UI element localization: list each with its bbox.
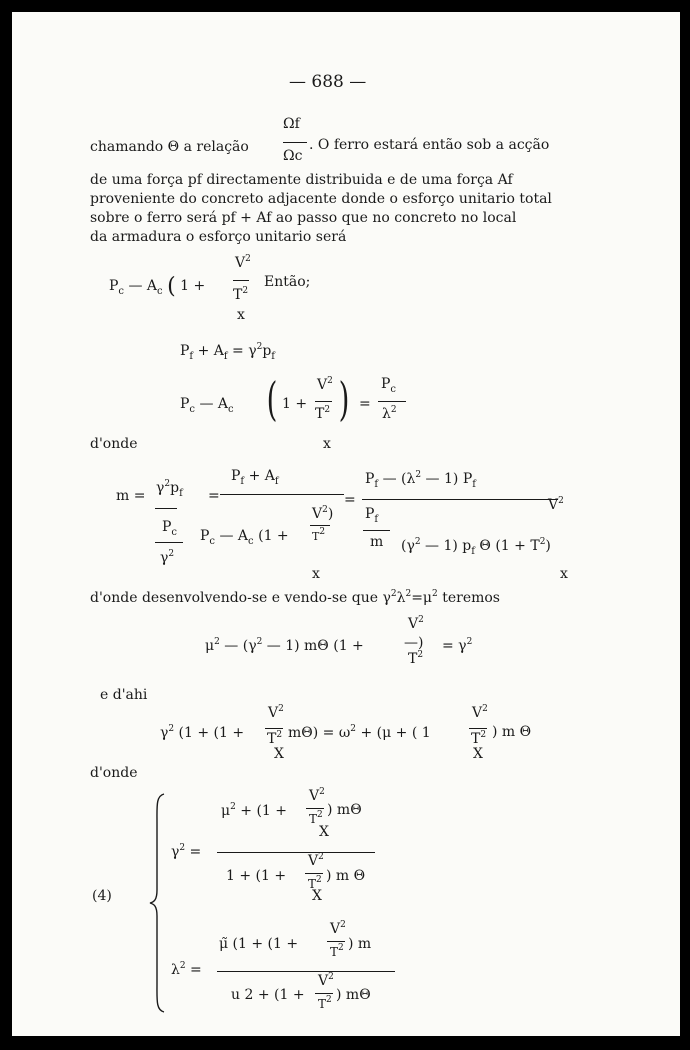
eq4-rden: ($\gamma^2$ — 1) $p_f$ Θ $(1 + T^2)$ (401, 537, 551, 557)
page-number: — 688 — (289, 72, 367, 92)
eq4-v2-right: $V^2$ (548, 496, 564, 513)
eq3-rparen: ) (338, 372, 350, 426)
eq4-pf: $P_f$ (365, 506, 379, 525)
para-line-3: sobre o ferro será pf + Af ao passo que no concreto no local (90, 210, 517, 226)
sys1-v2: $V^2$ (309, 787, 325, 804)
eq5-dash: —) (404, 635, 424, 651)
text-ferro-estara: . O ferro estará então sob a acção (309, 137, 550, 153)
eq6-t2: $T^2$ (267, 730, 283, 747)
eq1-t2: $T^2$ (233, 286, 249, 303)
sys1-lhs: $\gamma^2$ = (171, 843, 202, 860)
eq6-v2b: $V^2$ (472, 704, 488, 721)
sys1-main-bar (217, 852, 375, 853)
eq4-bar-pf (363, 530, 390, 531)
eq1-v2: $V^2$ (235, 254, 251, 271)
eq4-m: m = (116, 488, 146, 504)
eq5-t2: $T^2$ (408, 650, 424, 667)
eq6-X1: X (274, 746, 284, 762)
text-chamando: chamando Θ a relação (90, 139, 249, 155)
sys1-X1: X (319, 824, 329, 840)
eq5-v2: $V^2$ (408, 615, 424, 632)
equation-number: (4) (92, 888, 112, 904)
eq5-rhs: = $\gamma^2$ (442, 637, 473, 654)
para-line-1: de uma força pf directamente distribuida e de uma força Af (90, 172, 513, 188)
sys2-den: u 2 + (1 + (231, 987, 305, 1003)
text-e-dahi: e d'ahi (100, 687, 148, 703)
eq4-rnum: $P_f$ — ($\lambda^2$ — 1) $P_f$ (365, 470, 476, 490)
text-donde-2: d'onde (90, 765, 138, 781)
eq4-bar-short (155, 508, 177, 509)
eq5: $\mu^2$ — ($\gamma^2$ — 1) mΘ (1 + (205, 637, 364, 654)
eq3-lambda2: $\lambda^2$ (382, 405, 397, 422)
eq1-lhs: $P_c$ — $A_c$ ( 1 + (109, 274, 206, 299)
sys1-t2: $T^2$ (309, 810, 323, 826)
eq1-bar (233, 280, 249, 281)
omega-numerator: Ωf (283, 116, 300, 132)
eq3-lhs: $P_c$ — $A_c$ (180, 396, 234, 415)
eq6-a: $\gamma^2$ (1 + (1 + (160, 724, 245, 741)
sys2-den-t2: $T^2$ (318, 995, 332, 1011)
sys1-den-v2: $V^2$ (308, 852, 324, 869)
eq4-x2: x (560, 566, 568, 582)
eq4-x1: x (312, 566, 320, 582)
para-line-2: proveniente do concreto adjacente donde o esforço unitario total (90, 191, 552, 207)
eq4-eq2: = (208, 488, 220, 504)
eq3-v2: $V^2$ (317, 376, 333, 393)
eq4-pc: $P_c$ (162, 519, 178, 538)
eq4-m-den: m (370, 534, 384, 550)
sys2-v2: $V^2$ (330, 920, 346, 937)
text-donde-1: d'onde (90, 436, 138, 452)
document-page (12, 12, 680, 1036)
para-line-4: da armadura o esforço unitario será (90, 229, 347, 245)
sys2-num: μ̃ (1 + (1 + (219, 936, 299, 952)
eq4-bar-right (362, 499, 558, 500)
eq3-lparen: ( (266, 372, 278, 426)
sys2-den-v2: $V^2$ (318, 972, 334, 989)
curly-brace-icon (148, 792, 168, 1014)
eq4-den-t2: $T^2$ (312, 527, 326, 543)
omega-denominator: Ωc (283, 148, 303, 164)
eq4-gamma2: $\gamma^2$ (160, 549, 175, 566)
teremos-text: teremos (442, 590, 500, 606)
eq6-t2b: $T^2$ (471, 730, 487, 747)
eq2: $P_f + A_f = \gamma^2p_f$ (180, 342, 275, 362)
sys1-den-t2: $T^2$ (308, 875, 322, 891)
eq3-x: x (323, 436, 331, 452)
eq1-x: x (237, 307, 245, 323)
eq3-equals: = (359, 396, 371, 412)
sys1-num-end: ) mΘ (327, 802, 362, 818)
eq3-bar (315, 401, 332, 402)
eq1-entao: Então; (264, 274, 311, 290)
desenvolvendo-text: d'onde desenvolvendo-se e vendo-se que (90, 590, 379, 606)
eq4-bar-mid (220, 494, 344, 495)
eq4-eq3: = (344, 492, 356, 508)
sys1-num: $\mu^2 + (1$ + (221, 802, 288, 819)
eq6-b: $m\Theta) = \omega^2 + (\mu$ + ( 1 (288, 724, 431, 741)
eq4-den-v2: $V^2$) (312, 505, 334, 522)
sys1-den: 1 + (1 + (226, 868, 287, 884)
sys2-den-end: ) mΘ (336, 987, 371, 1003)
eq3-pc: $P_c$ (381, 376, 397, 395)
text-desenvolvendo: d'onde desenvolvendo-se e vendo-se que $\gamma^2\lambda^2=\mu^2$ teremos (90, 589, 500, 606)
eq3-one-plus: 1 + (282, 396, 308, 412)
fraction-bar (283, 142, 307, 143)
eq3-t2: $T^2$ (315, 405, 331, 422)
eq6-c: ) m Θ (492, 724, 532, 740)
sys1-X2: X (312, 888, 322, 904)
eq4-den: $P_c$ — $A_c$ (1 + (200, 528, 289, 547)
sys2-lhs: $\lambda^2$ = (171, 961, 202, 978)
sys2-main-bar (217, 971, 395, 972)
eq4-gamma-pf: $\gamma^2p_f$ (156, 479, 183, 499)
eq6-X2: X (473, 746, 483, 762)
eq6-v2: $V^2$ (268, 704, 284, 721)
sys2-num-end: ) m (348, 936, 372, 952)
eq4-bar-pc (155, 542, 183, 543)
eq3-bar2 (378, 401, 406, 402)
eq4-num: $P_f + A_f$ (231, 468, 279, 487)
sys2-t2: $T^2$ (330, 943, 344, 959)
sys1-den-end: ) m Θ (326, 868, 366, 884)
